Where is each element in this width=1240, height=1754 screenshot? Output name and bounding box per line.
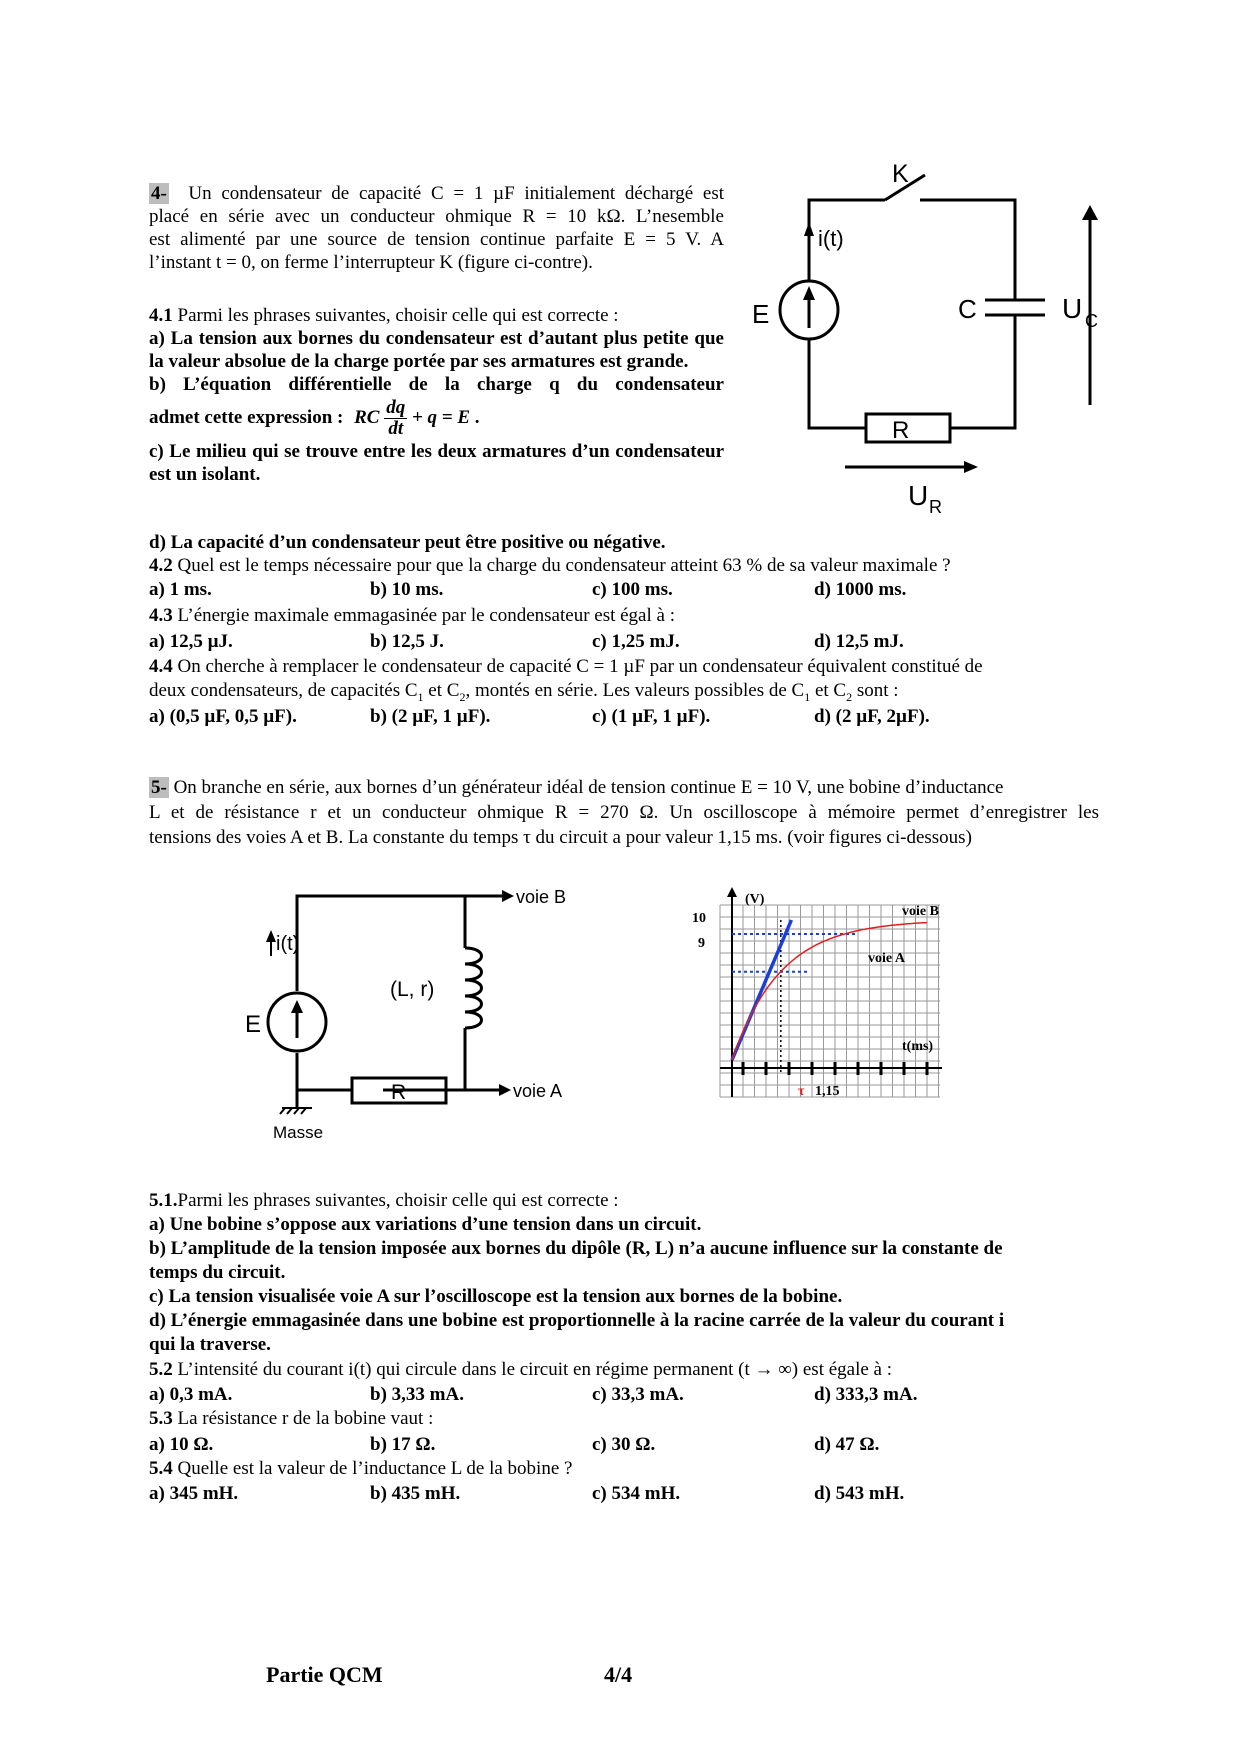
q53-option-c[interactable]: c) 30 Ω. <box>592 1434 656 1455</box>
legend-voie-a: voie A <box>868 951 905 966</box>
q52-question: 5.2 L’intensité du courant i(t) qui circule dans le circuit en régime permanent (t → ∞) est égale à : <box>149 1359 893 1380</box>
rc-circuit-diagram <box>740 160 1120 520</box>
q51-option-c[interactable]: c) La tension visualisée voie A sur l’oscilloscope est la tension aux bornes de la bobine. <box>149 1286 843 1307</box>
label-i: i(t) <box>818 226 844 251</box>
q41-option-b-line1: b) L’équation différentielle de la charge q du condensateur <box>149 374 724 395</box>
q42-option-c[interactable]: c) 100 ms. <box>592 579 673 600</box>
label-ur: U <box>908 480 929 511</box>
q43-options <box>149 630 1099 654</box>
label-uc: U <box>1062 293 1083 324</box>
q52-option-c[interactable]: c) 33,3 mA. <box>592 1384 684 1405</box>
q42-option-b[interactable]: b) 10 ms. <box>370 579 444 600</box>
voie-b-arrow-icon <box>502 890 514 902</box>
oscilloscope-chart <box>690 885 980 1110</box>
q44-option-a[interactable]: a) (0,5 µF, 0,5 µF). <box>149 706 297 727</box>
current-arrow-icon <box>804 222 814 236</box>
eq-rc: RC <box>354 407 380 428</box>
q52-option-b[interactable]: b) 3,33 mA. <box>370 1384 464 1405</box>
q44-options <box>149 705 1099 729</box>
label-c: C <box>958 294 977 324</box>
label-ur-sub: R <box>929 497 942 517</box>
q44-question-line1: 4.4 On cherche à remplacer le condensateur de capacité C = 1 µF par un condensateur équivalent constitué de <box>149 656 983 677</box>
q5-intro-line1: 5- On branche en série, aux bornes d’un générateur idéal de tension continue E = 10 V, une bobine d’inductance <box>151 777 1004 798</box>
legend-voie-b: voie B <box>902 904 939 919</box>
q42-question: 4.2 Quel est le temps nécessaire pour que la charge du condensateur atteint 63 % de sa valeur maximale ? <box>149 555 951 576</box>
q51-option-d-line1[interactable]: d) L’énergie emmagasinée dans une bobine est proportionnelle à la racine carrée de la valeur du courant i <box>149 1310 1005 1331</box>
q54-option-d[interactable]: d) 543 mH. <box>814 1483 905 1504</box>
q51-option-a[interactable]: a) Une bobine s’oppose aux variations d’une tension dans un circuit. <box>149 1214 702 1235</box>
q44-option-c[interactable]: c) (1 µF, 1 µF). <box>592 706 711 727</box>
inductor-coil <box>465 948 482 1028</box>
rl-circuit-diagram <box>240 880 610 1150</box>
label-i2: i(t) <box>276 933 300 955</box>
label-r2: R <box>391 1081 407 1104</box>
uc-arrow-icon <box>1082 205 1098 220</box>
q43-question: 4.3 L’énergie maximale emmagasinée par le condensateur est égal à : <box>149 605 675 626</box>
q41-option-d: d) La capacité d’un condensateur peut être positive ou négative. <box>149 532 666 553</box>
label-e2: E <box>245 1011 262 1038</box>
footer-label: Partie QCM <box>266 1662 383 1687</box>
label-uc-sub: C <box>1085 311 1098 331</box>
label-e: E <box>752 299 770 329</box>
q52-options <box>149 1383 1099 1407</box>
q42-options <box>149 578 1099 602</box>
q5-intro-line3: tensions des voies A et B. La constante du temps τ du circuit a pour valeur 1,15 ms. (voir figures ci-dessous) <box>149 827 972 848</box>
q43-option-c[interactable]: c) 1,25 mJ. <box>592 631 680 652</box>
ur-arrow-icon <box>964 461 978 473</box>
label-k: K <box>892 160 909 188</box>
q52-option-a[interactable]: a) 0,3 mA. <box>149 1384 233 1405</box>
y-tick-label-10: 10 <box>692 911 706 926</box>
footer-page: 4/4 <box>604 1662 633 1687</box>
generator-arrow-icon <box>803 286 815 300</box>
q53-option-d[interactable]: d) 47 Ω. <box>814 1434 880 1455</box>
q42-option-d[interactable]: d) 1000 ms. <box>814 579 907 600</box>
q44-question-line2: deux condensateurs, de capacités $C_1$ et $C_2$, montés en série. Les valeurs possibles de $C_1$ et $C_2$ sont : <box>149 680 899 704</box>
q5-intro-line2: L et de résistance r et un conducteur ohmique R = 270 Ω. Un oscilloscope à mémoire permet d’enregistrer les <box>149 802 1099 823</box>
q51-option-b-line2[interactable]: temps du circuit. <box>149 1262 286 1283</box>
q54-option-c[interactable]: c) 534 mH. <box>592 1483 681 1504</box>
q54-question: 5.4 Quelle est la valeur de l’inductance L de la bobine ? <box>149 1458 573 1479</box>
ground-symbol <box>280 1108 312 1114</box>
q4-intro-line1: 4- Un condensateur de capacité C = 1 µF initialement déchargé est <box>151 183 724 204</box>
label-masse: Masse <box>273 1123 324 1142</box>
tau-symbol: τ <box>798 1084 805 1099</box>
q53-options <box>149 1433 1099 1457</box>
q51-question: 5.1.Parmi les phrases suivantes, choisir celle qui est correcte : <box>149 1190 619 1211</box>
q53-option-b[interactable]: b) 17 Ω. <box>370 1434 436 1455</box>
label-voie-b: voie B <box>516 887 567 907</box>
y-tick-label-9: 9 <box>698 936 705 951</box>
label-lr: (L, r) <box>390 978 435 1001</box>
q51-option-b-line1[interactable]: b) L’amplitude de la tension imposée aux bornes du dipôle (R, L) n’a aucune influence sur la constante de <box>149 1238 1003 1259</box>
q4-intro-line4: l’instant t = 0, on ferme l’interrupteur K (figure ci-contre). <box>149 252 593 273</box>
q41-option-b-line2: admet cette expression : RC $\frac{dq}{dt}$ + q = E . <box>149 397 480 440</box>
q44-option-b[interactable]: b) (2 µF, 1 µF). <box>370 706 491 727</box>
q5-number: 5- <box>151 777 167 798</box>
q4-intro-line3: est alimenté par une source de tension continue parfaite E = 5 V. A <box>149 229 724 250</box>
q54-option-a[interactable]: a) 345 mH. <box>149 1483 239 1504</box>
q44-option-d[interactable]: d) (2 µF, 2µF). <box>814 706 930 727</box>
q54-option-b[interactable]: b) 435 mH. <box>370 1483 461 1504</box>
q53-question: 5.3 La résistance r de la bobine vaut : <box>149 1408 434 1429</box>
q42-option-a[interactable]: a) 1 ms. <box>149 579 212 600</box>
q43-option-d[interactable]: d) 12,5 mJ. <box>814 631 904 652</box>
q41-option-a: a) La tension aux bornes du condensateur est d’autant plus petite que la valeur absolue de la charge portée par ses armatures est grande. <box>149 328 724 372</box>
x-axis-label: t(ms) <box>902 1039 934 1054</box>
q4-intro-line2: placé en série avec un conducteur ohmique R = 10 kΩ. L’nesemble <box>149 206 724 227</box>
q43-option-a[interactable]: a) 12,5 µJ. <box>149 631 233 652</box>
tau-value-label: 1,15 <box>815 1084 840 1099</box>
q43-option-b[interactable]: b) 12,5 J. <box>370 631 444 652</box>
label-voie-a: voie A <box>513 1081 563 1101</box>
y-axis-arrow-icon <box>727 887 737 897</box>
q4-intro <box>149 182 724 274</box>
q52-option-d[interactable]: d) 333,3 mA. <box>814 1384 918 1405</box>
voie-a-arrow-icon <box>499 1084 511 1096</box>
y-axis-label: (V) <box>745 892 765 907</box>
q54-options <box>149 1482 1099 1506</box>
generator2-arrow-icon <box>291 1000 303 1013</box>
label-r: R <box>892 417 910 444</box>
chart-guides <box>732 920 855 1075</box>
q51-option-d-line2[interactable]: qui la traverse. <box>149 1334 271 1355</box>
q41-text: Parmi les phrases suivantes, choisir celle qui est correcte : <box>172 305 619 326</box>
q4-number: 4- <box>151 183 167 204</box>
q41-option-c: c) Le milieu qui se trouve entre les deux armatures d’un condensateur est un isolant. <box>149 441 724 485</box>
eq-rest: + q = E <box>411 407 471 428</box>
q5-intro <box>149 775 1099 850</box>
eq-fraction: $\frac{dq}{dt}$ <box>386 397 406 440</box>
q41-number: 4.1 <box>149 305 173 326</box>
q53-option-a[interactable]: a) 10 Ω. <box>149 1434 214 1455</box>
q41-block <box>149 304 724 486</box>
